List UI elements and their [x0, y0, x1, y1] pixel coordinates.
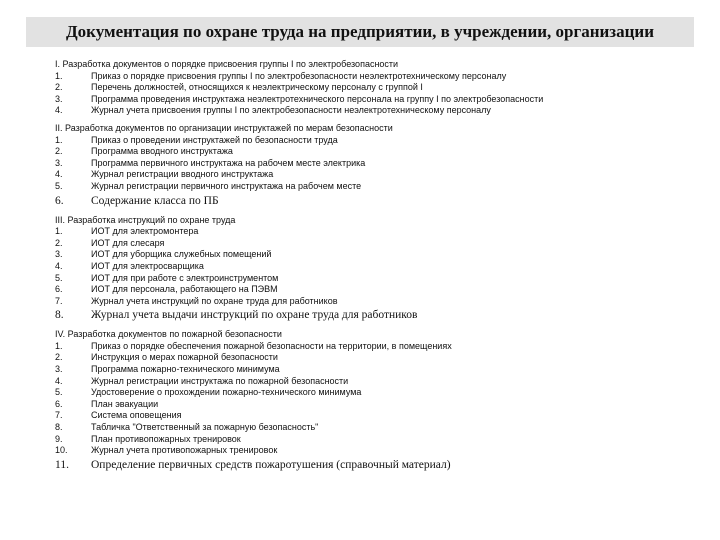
item-text: Программа вводного инструктажа [91, 146, 233, 157]
list-item [55, 434, 705, 446]
list-item [55, 457, 705, 473]
item-number: 8. [55, 309, 64, 322]
item-number: 1. [55, 226, 63, 237]
item-number: 1. [55, 70, 63, 81]
item-number: 4. [55, 375, 63, 386]
item-text: ИОТ для электромонтера [91, 226, 199, 237]
item-number: 2. [55, 352, 63, 363]
item-number: 5. [55, 387, 63, 398]
list-item [55, 181, 705, 193]
item-text: ИОТ для уборщика служебных помещений [91, 249, 272, 260]
section-electrical-safety-group [55, 59, 705, 117]
list-item [55, 284, 705, 296]
section-title: IV. Разработка документов по пожарной безопасности [55, 329, 282, 340]
list-item [55, 146, 705, 158]
list-item [55, 387, 705, 399]
item-number: 2. [55, 146, 63, 157]
list-item [55, 261, 705, 273]
item-text: Журнал учета противопожарных тренировок [91, 445, 278, 456]
item-number: 3. [55, 93, 63, 104]
section-safety-briefings [55, 123, 705, 209]
list-item [55, 445, 705, 457]
item-text: ИОТ для при работе с электроинструментом [91, 272, 279, 283]
list-item [55, 273, 705, 285]
item-text: План эвакуации [91, 398, 159, 409]
item-number: 6. [55, 284, 63, 295]
item-number: 3. [55, 249, 63, 260]
item-text: Журнал регистрации инструктажа по пожарной безопасности [91, 375, 349, 386]
section-fire-safety [55, 329, 705, 473]
item-number: 4. [55, 169, 63, 180]
list-item [55, 158, 705, 170]
list-item [55, 399, 705, 411]
list-item [55, 82, 705, 94]
item-number: 2. [55, 237, 63, 248]
item-text: Система оповещения [91, 410, 182, 421]
list-item [55, 352, 705, 364]
item-text: Удостоверение о прохождении пожарно-технического минимума [91, 387, 362, 398]
list-item [55, 249, 705, 261]
list-item [55, 193, 705, 209]
item-text: Программа первичного инструктажа на рабочем месте электрика [91, 157, 366, 168]
list-item [55, 296, 705, 308]
item-text: Табличка "Ответственный за пожарную безопасность" [91, 422, 319, 433]
page-header [26, 17, 694, 47]
item-text: ИОТ для электросварщика [91, 260, 204, 271]
item-number: 8. [55, 422, 63, 433]
item-number: 10. [55, 445, 68, 456]
item-text: Журнал регистрации первичного инструктажа на рабочем месте [91, 180, 362, 191]
list-item [55, 410, 705, 422]
list-item [55, 169, 705, 181]
item-text: Приказ о порядке присвоения группы I по электробезопасности неэлектротехническому персоналу [91, 70, 507, 81]
item-text: Журнал учета инструкций по охране труда для работников [91, 295, 338, 306]
item-number: 1. [55, 134, 63, 145]
item-number: 11. [55, 458, 69, 471]
item-text: Содержание класса по ПБ [91, 194, 219, 207]
item-text: ИОТ для персонала, работающего на ПЭВМ [91, 284, 278, 295]
item-text: Перечень должностей, относящихся к неэлектрическому персоналу с группой I [91, 82, 423, 93]
item-number: 7. [55, 410, 63, 421]
item-text: Приказ о порядке обеспечения пожарной безопасности на территории, в помещениях [91, 340, 452, 351]
item-text: Журнал учета присвоения группы I по электробезопасности неэлектротехническому персоналу [91, 105, 491, 116]
item-text: Программа проведения инструктажа неэлектротехнического персонала на группу I по электробезопасности [91, 93, 544, 104]
list-item [55, 135, 705, 147]
item-number: 1. [55, 340, 63, 351]
item-text: Приказ о проведении инструктажей по безопасности труда [91, 134, 338, 145]
item-number: 4. [55, 260, 63, 271]
item-text: Инструкция о мерах пожарной безопасности [91, 352, 278, 363]
section-title: I. Разработка документов о порядке присвоения группы I по электробезопасности [55, 59, 399, 69]
item-number: 3. [55, 364, 63, 375]
list-item [55, 376, 705, 388]
list-item [55, 364, 705, 376]
section-safety-instructions [55, 215, 705, 324]
item-number: 2. [55, 82, 63, 93]
item-text: ИОТ для слесаря [91, 237, 165, 248]
list-item [55, 307, 705, 323]
list-item [55, 105, 705, 117]
item-number: 6. [55, 194, 64, 207]
section-title: III. Разработка инструкций по охране труда [55, 214, 236, 225]
document-body [55, 59, 705, 479]
list-item [55, 422, 705, 434]
item-text: План противопожарных тренировок [91, 433, 241, 444]
list-item [55, 238, 705, 250]
list-item [55, 94, 705, 106]
item-text: Программа пожарно-технического минимума [91, 364, 280, 375]
list-item [55, 341, 705, 353]
item-text: Журнал регистрации вводного инструктажа [91, 169, 274, 180]
item-number: 4. [55, 105, 63, 116]
list-item [55, 71, 705, 83]
item-text: Определение первичных средств пожаротушения (справочный материал) [91, 458, 451, 471]
item-number: 7. [55, 295, 63, 306]
item-number: 5. [55, 180, 63, 191]
item-number: 6. [55, 398, 63, 409]
list-item [55, 226, 705, 238]
item-text: Журнал учета выдачи инструкций по охране труда для работников [91, 309, 418, 322]
item-number: 9. [55, 433, 63, 444]
section-title: II. Разработка документов по организации инструктажей по мерам безопасности [55, 122, 393, 133]
item-number: 3. [55, 157, 63, 168]
page-title: Документация по охране труда на предприятии, в учреждении, организации [65, 22, 655, 41]
item-number: 5. [55, 272, 63, 283]
